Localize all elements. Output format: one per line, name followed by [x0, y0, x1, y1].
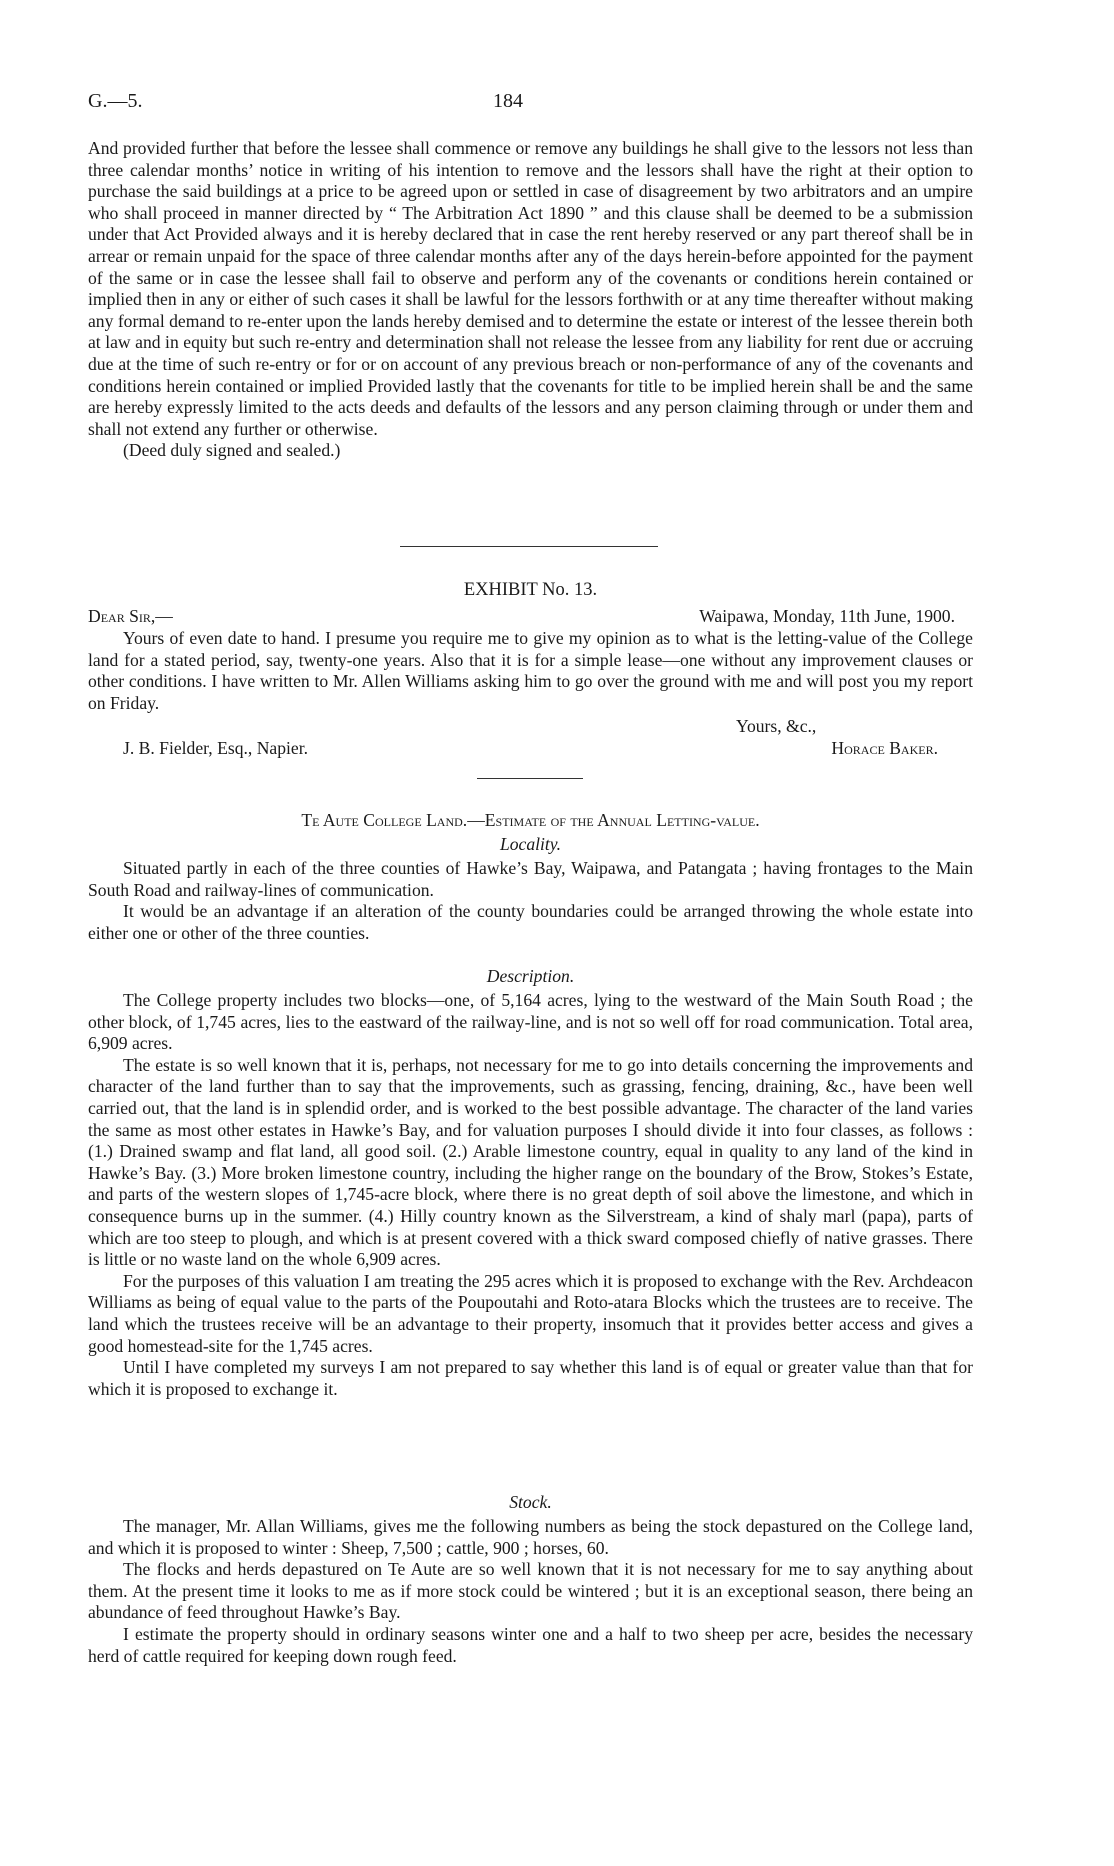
exhibit-title: EXHIBIT No. 13.: [463, 580, 598, 600]
description-paragraph: Until I have completed my surveys I am not prepared to say whether this land is of equal or greater value than that for which it is proposed to exchange it.: [88, 1357, 973, 1399]
stock-paragraph: The manager, Mr. Allan Williams, gives me the following numbers as being the stock depastured on the College land, and which it is proposed to winter : Sheep, 7,500 ; cattle, 900 ; horses, 60.: [88, 1516, 973, 1558]
description-heading: Description.: [486, 966, 575, 986]
letter-signature-row: [88, 738, 973, 760]
description-text: [88, 990, 973, 1400]
letter-paragraph: Yours of even date to hand. I presume you require me to give my opinion as to what is the letting-value of the College land for a stated period, say, twenty-one years. Also that it is for a simple lease—one without any improvement clauses or other conditions. I have written to Mr. Allen Williams asking him to go over the ground with me and will post you my report on Friday.: [88, 628, 973, 713]
letter-heading-row: [88, 606, 973, 628]
stock-text: [88, 1516, 973, 1667]
section-divider: [400, 546, 658, 547]
estimate-title: Te Aute College Land.—Estimate of the Annual Letting-value.: [301, 810, 760, 830]
document-reference: G.—5.: [88, 90, 143, 112]
stock-heading: Stock.: [509, 1492, 552, 1512]
letter-closing-row: [88, 716, 973, 738]
locality-paragraph: It would be an advantage if an alteration of the county boundaries could be arranged throwing the whole estate into either one or other of the three counties.: [88, 901, 973, 943]
locality-paragraph: Situated partly in each of the three counties of Hawke’s Bay, Waipawa, and Patangata ; having frontages to the Main South Road and railway-lines of communication.: [88, 858, 973, 900]
letter-body: [88, 628, 973, 714]
deed-text: [88, 138, 973, 462]
letter-addressee: J. B. Fielder, Esq., Napier.: [123, 738, 308, 758]
description-paragraph: For the purposes of this valuation I am treating the 295 acres which it is proposed to exchange with the Rev. Archdeacon Williams as being of equal value to the parts of the Poupoutahi and Roto-atara Blocks which the trustees are to receive. The land which the trustees receive will be an advantage to their property, insomuch that it provides better access and gives a good homestead-site for the 1,745 acres.: [88, 1270, 973, 1356]
deed-paragraph: And provided further that before the lessee shall commence or remove any buildings he shall give to the lessors not less than three calendar months’ notice in writing of his intention to remove and the lessors shall have the right at their option to purchase the said buildings at a price to be agreed upon or settled in case of disagreement by two arbitrators and an umpire who shall proceed in manner directed by “ The Arbitration Act 1890 ” and this clause shall be deemed to be a submission under that Act Provided always and it is hereby declared that in case the rent hereby reserved or any part thereof shall be in arrear or remain unpaid for the space of three calendar months after any of the days herein-before appointed for the payment of the same or in case the lessee shall fail to observe and perform any of the covenants or conditions herein contained or implied then in any or either of such cases it shall be lawful for the lessors forthwith or at any time thereafter without making any formal demand to re-enter upon the lands hereby demised and to determine the estate or interest of the lessee therein both at law and in equity but such re-entry and determination shall not release the lessee from any liability for rent due or accruing due at the time of such re-entry or for or on account of any previous breach or non-performance of any of the covenants and conditions herein contained or implied Provided lastly that the covenants for title to be implied herein shall be and the same are hereby expressly limited to the acts deeds and defaults of the lessors and any person claiming through or under them and shall not extend any further or otherwise.: [88, 138, 973, 439]
letter-salutation: Dear Sir,—: [88, 606, 173, 626]
deed-signed-note: (Deed duly signed and sealed.): [123, 440, 341, 461]
letter-closing: Yours, &c.,: [736, 716, 817, 736]
letter-place-date: Waipawa, Monday, 11th June, 1900.: [699, 606, 955, 626]
page-header: [88, 91, 988, 117]
section-divider-short: [477, 778, 583, 779]
page-number: 184: [493, 90, 523, 112]
letter-signature: Horace Baker.: [831, 738, 938, 758]
locality-text: [88, 858, 973, 944]
locality-heading: Locality.: [499, 834, 562, 854]
stock-paragraph: The flocks and herds depastured on Te Aute are so well known that it is not necessary for me to say anything about them. At the present time it looks to me as if more stock could be wintered ; but it is an exceptional season, there being an abundance of feed throughout Hawke’s Bay.: [88, 1559, 973, 1623]
description-paragraph: The College property includes two blocks—one, of 5,164 acres, lying to the westward of the Main South Road ; the other block, of 1,745 acres, lies to the eastward of the railway-line, and is not so well off for road communication. Total area, 6,909 acres.: [88, 990, 973, 1054]
stock-paragraph: I estimate the property should in ordinary seasons winter one and a half to two sheep per acre, besides the necessary herd of cattle required for keeping down rough feed.: [88, 1623, 973, 1666]
description-paragraph: The estate is so well known that it is, perhaps, not necessary for me to go into details concerning the improvements and character of the land further than to say that the improvements, such as grassing, fencing, draining, &c., have been well carried out, that the land is in splendid order, and is worked to the best possible advantage. The character of the land varies the same as most other estates in Hawke’s Bay, and for valuation purposes I should divide it into four classes, as follows : (1.) Drained swamp and flat land, all good soil. (2.) Arable limestone country, equal in quality to any land of the kind in Hawke’s Bay. (3.) More broken limestone country, including the higher range on the boundary of the Brow, Stokes’s Estate, and parts of the western slopes of 1,745-acre block, where there is no great depth of soil above the limestone, and which in consequence burns up in the summer. (4.) Hilly country known as the Silverstream, a kind of shaly marl (papa), parts of which are too steep to plough, and which is at present covered with a thick sward composed chiefly of native grasses. There is little or no waste land on the whole 6,909 acres.: [88, 1054, 973, 1270]
